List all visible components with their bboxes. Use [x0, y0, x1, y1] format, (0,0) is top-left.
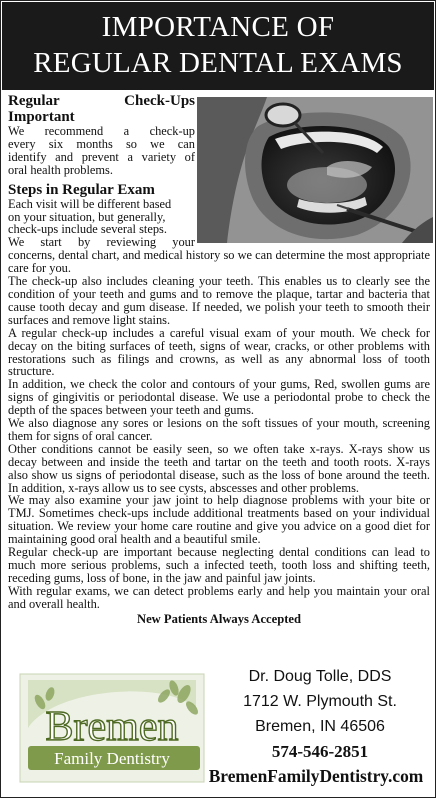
paragraph-gums: In addition, we check the color and contours of your gums, Red, swollen gums are signs of gingivitis or periodontal disease. We use a periodontal probe to check the depth of the spaces between your teeth and gums. — [8, 377, 430, 418]
intro-heading-left: Regular — [8, 93, 60, 109]
headline-line-2: REGULAR DENTAL EXAMS — [33, 47, 403, 79]
contact-block — [210, 664, 430, 789]
steps-narrow-line-3: check-ups include several steps. — [8, 222, 167, 237]
article-body — [8, 94, 430, 626]
new-patients-note: New Patients Always Accepted — [136, 611, 302, 626]
street-address: 1712 W. Plymouth St. — [243, 693, 397, 710]
steps-narrow-line-4: We start by reviewing your — [8, 235, 195, 250]
intro-line-1: We recommend a check-up — [8, 124, 195, 138]
steps-heading: Steps in Regular Exam — [8, 181, 155, 198]
paragraph-importance: Regular check-up are important because neglecting dental conditions can lead to much more serious problems, such a infected teeth, tooth loss and shifting teeth, receding gums, loss of bone, in the jaw and painful jaw joints. — [8, 545, 430, 585]
paragraph-history: concerns, dental chart, and medical history so we can determine the most appropriate care for you. — [8, 248, 430, 276]
bremen-logo — [14, 668, 210, 788]
logo-name: Bremen — [45, 704, 179, 750]
practice-info-box — [6, 664, 430, 792]
website-url: BremenFamilyDentistry.com — [208, 766, 424, 786]
steps-narrow-line-1: Each visit will be different based — [8, 196, 172, 211]
phone-number: 574-546-2851 — [271, 742, 369, 761]
paragraph-soft-tissue: We also diagnose any sores or lesions on the soft tissues of your mouth, screening them for signs of oral cancer. — [8, 416, 430, 443]
paragraph-xrays: Other conditions cannot be easily seen, so we often take x-rays. X-rays show us decay between and inside the teeth and tartar on the teeth and tooth roots. X-rays also show us signs of periodontal disease, such as the loss of bone around the teeth. In addition, x-rays allow us to see cysts, abscesses and other problems. — [8, 441, 430, 495]
paragraph-visual-exam: A regular check-up includes a careful visual exam of your mouth. We check for decay on the biting surfaces of teeth, signs of wear, cracks, or other problems with restorations such as filings and crowns, as well as any abnormal loss of tooth structure. — [8, 325, 430, 379]
intro-line-4: oral health problems. — [8, 162, 113, 177]
intro-block — [8, 94, 195, 249]
headline-banner — [2, 2, 434, 90]
intro-heading-important: Important — [8, 109, 75, 125]
intro-line-2: every six months so we can — [8, 136, 195, 151]
intro-line-3: identify and prevent a variety of — [8, 149, 195, 164]
doctor-name: Dr. Doug Tolle, DDS — [248, 668, 392, 685]
steps-narrow-line-2: on your situation, but generally, — [8, 209, 166, 224]
paragraph-conclusion: With regular exams, we can detect problems early and help you maintain your oral and overall health. — [8, 583, 430, 611]
headline-line-1: IMPORTANCE OF — [101, 11, 335, 43]
city-zip: Bremen, IN 46506 — [255, 718, 385, 735]
paragraph-jaw: We may also examine your jaw joint to help diagnose problems with your bite or TMJ. Sometimes check-ups include additional treatments based on your individual situation. We review your home care routine and give you advice on a good diet for maintaining good oral health and a beautiful smile. — [8, 493, 430, 547]
logo-tagline: Family Dentistry — [54, 749, 170, 768]
logo-graphic — [14, 668, 210, 788]
paragraph-cleaning: The check-up also includes cleaning your teeth. This enables us to clearly see the condition of your teeth and gums and to remove the plaque, tartar and bacteria that cause tooth decay and gum disease. If needed, we polish your teeth to smooth their surfaces and remove light stains. — [8, 274, 430, 327]
intro-heading — [8, 94, 195, 109]
intro-heading-right: Check-Ups — [124, 93, 195, 109]
